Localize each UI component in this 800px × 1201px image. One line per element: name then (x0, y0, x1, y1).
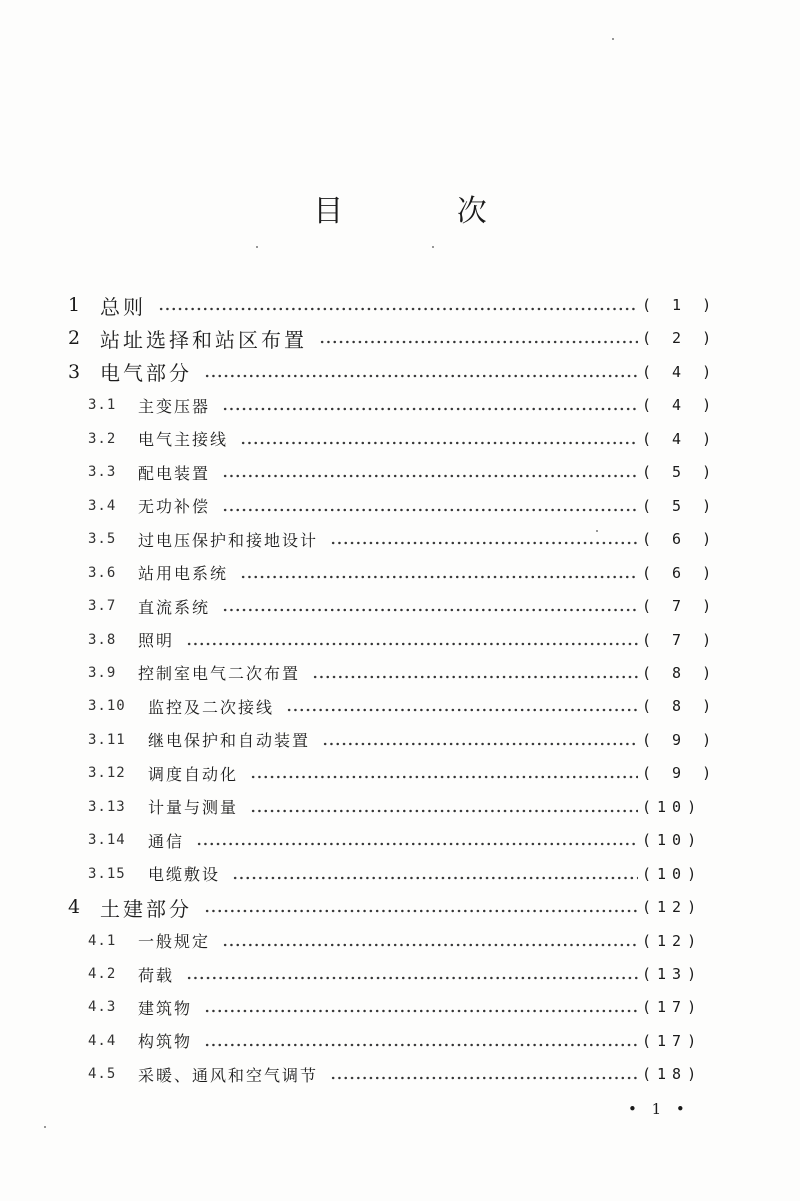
toc-entry-page: (17) (642, 1031, 703, 1050)
scan-speck (596, 530, 598, 532)
toc-entry-number: 3.11 (88, 731, 126, 748)
toc-entry-title: 站用电系统 (138, 564, 229, 584)
toc-entry-page: ( 9 ) (642, 764, 718, 783)
toc-section-row (68, 625, 718, 655)
toc-entry-title: 调度自动化 (148, 764, 239, 784)
toc-entry-page: ( 5 ) (642, 463, 718, 482)
toc-chapter-row (68, 290, 718, 320)
toc-entry-number: 4.4 (88, 1032, 117, 1049)
toc-entry-page: (13) (642, 965, 703, 983)
toc-entry-number: 3.2 (88, 430, 117, 447)
scan-speck (612, 38, 614, 40)
dot-leader (312, 666, 638, 680)
dot-leader (204, 1000, 638, 1014)
toc-entry-page: (12) (642, 898, 703, 917)
dot-leader (232, 867, 638, 881)
toc-entry-title: 监控及二次接线 (148, 697, 275, 717)
dot-leader (322, 733, 638, 747)
toc-section-row (68, 424, 718, 454)
dot-leader (158, 298, 638, 312)
toc-chapter-row (68, 892, 703, 922)
toc-entry-title: 继电保护和自动装置 (148, 731, 311, 751)
toc-entry-number: 3.13 (88, 798, 126, 815)
toc-entry-title: 电气部分 (100, 361, 192, 386)
toc-entry-title: 采暖、通风和空气调节 (138, 1065, 319, 1085)
toc-entry-page: ( 4 ) (642, 362, 718, 381)
page-number: • 1 • (628, 1100, 690, 1118)
toc-entry-page: ( 7 ) (642, 597, 718, 616)
toc-entry-number: 3.15 (88, 865, 126, 882)
toc-entry-title: 总则 (100, 294, 146, 319)
toc-chapter-row (68, 357, 718, 387)
toc-entry-number: 3.12 (88, 765, 126, 782)
toc-chapter-row (68, 323, 718, 353)
scan-speck (432, 246, 434, 248)
toc-entry-title: 主变压器 (138, 396, 211, 416)
toc-entry-number: 3.14 (88, 832, 126, 849)
toc-entry-title: 站址选择和站区布置 (100, 327, 307, 352)
dot-leader (204, 1034, 638, 1048)
toc-entry-number: 2 (68, 327, 81, 350)
dot-leader (222, 499, 638, 513)
toc-entry-number: 4.1 (88, 932, 117, 949)
toc-entry-title: 过电压保护和接地设计 (138, 530, 319, 550)
toc-entry-page: ( 8 ) (642, 697, 718, 716)
dot-leader (222, 934, 638, 948)
toc-entry-title: 配电装置 (138, 463, 211, 483)
toc-section-row (68, 691, 718, 721)
toc-section-row (68, 992, 703, 1022)
toc-entry-number: 3.7 (88, 598, 117, 615)
dot-leader (204, 365, 638, 379)
toc-entry-number: 4.3 (88, 999, 117, 1016)
toc-section-row (68, 926, 703, 956)
toc-entry-number: 4.2 (88, 966, 117, 982)
toc-section-row (68, 390, 718, 420)
toc-entry-page: (17) (642, 998, 703, 1017)
toc-section-row (68, 758, 718, 788)
toc-section-row (68, 1059, 703, 1089)
dot-leader (319, 331, 638, 345)
scan-speck (44, 1126, 46, 1128)
toc-entry-page: (10) (642, 797, 703, 816)
dot-leader (250, 766, 638, 780)
toc-section-row (68, 792, 703, 822)
toc-entry-number: 3.6 (88, 564, 117, 581)
toc-entry-title: 一般规定 (138, 932, 211, 952)
toc-entry-title: 电缆敷设 (148, 865, 221, 885)
dot-leader (330, 1067, 638, 1081)
dot-leader (186, 967, 638, 981)
toc-entry-title: 电气主接线 (138, 430, 229, 450)
toc-entry-title: 无功补偿 (138, 497, 211, 517)
toc-entry-number: 3.10 (88, 698, 126, 715)
dot-leader (286, 699, 638, 713)
dot-leader (222, 398, 638, 412)
toc-entry-number: 3.1 (88, 397, 117, 414)
dot-leader (186, 633, 638, 647)
scan-speck (256, 246, 258, 248)
toc-entry-title: 构筑物 (138, 1032, 193, 1052)
toc-section-row (68, 524, 718, 554)
toc-entry-number: 3.4 (88, 497, 117, 514)
dot-leader (222, 465, 638, 479)
toc-entry-page: ( 2 ) (642, 329, 718, 348)
toc-section-row (68, 825, 703, 855)
toc-entry-title: 荷载 (138, 965, 175, 985)
toc-entry-page: ( 5 ) (642, 496, 718, 515)
toc-entry-title: 建筑物 (138, 998, 193, 1018)
toc-section-row (68, 859, 703, 889)
toc-section-row (68, 725, 718, 755)
toc-entry-number: 4.5 (88, 1066, 117, 1083)
toc-section-row (68, 491, 718, 521)
toc-entry-page: (12) (642, 931, 703, 950)
toc-section-row (68, 1026, 703, 1056)
toc-section-row (68, 591, 718, 621)
dot-leader (204, 900, 638, 914)
toc-entry-number: 3 (68, 360, 81, 383)
dot-leader (240, 432, 638, 446)
toc-entry-title: 照明 (138, 631, 175, 650)
toc-entry-title: 土建部分 (100, 896, 192, 921)
toc-entry-page: ( 6 ) (642, 530, 718, 549)
dot-leader (222, 599, 638, 613)
toc-entry-page: ( 1 ) (642, 296, 718, 314)
toc-entry-page: ( 4 ) (642, 429, 718, 448)
dot-leader (196, 833, 638, 847)
toc-entry-number: 3.9 (88, 664, 117, 681)
toc-entry-page: (10) (642, 864, 703, 883)
toc-entry-page: (10) (642, 831, 703, 850)
toc-entry-page: ( 6 ) (642, 563, 718, 582)
toc-entry-title: 通信 (148, 831, 185, 851)
toc-entry-page: ( 9 ) (642, 730, 718, 749)
page-title: 目 次 (313, 194, 539, 229)
toc-entry-number: 1 (68, 294, 81, 316)
toc-entry-title: 控制室电气二次布置 (138, 664, 301, 684)
toc-entry-page: ( 8 ) (642, 663, 718, 682)
toc-entry-page: (18) (642, 1065, 703, 1084)
toc-entry-page: ( 7 ) (642, 630, 718, 649)
toc-entry-title: 直流系统 (138, 597, 211, 617)
dot-leader (250, 800, 638, 814)
toc-entry-title: 计量与测量 (148, 798, 239, 818)
toc-entry-number: 3.3 (88, 464, 117, 481)
toc-entry-page: ( 4 ) (642, 396, 718, 415)
dot-leader (330, 532, 638, 546)
toc-entry-number: 3.5 (88, 531, 117, 548)
toc-entry-number: 3.8 (88, 631, 117, 648)
dot-leader (240, 566, 638, 580)
toc-section-row (68, 959, 703, 989)
toc-section-row (68, 457, 718, 487)
toc-section-row (68, 558, 718, 588)
toc-entry-number: 4 (68, 896, 81, 919)
toc-section-row (68, 658, 718, 688)
